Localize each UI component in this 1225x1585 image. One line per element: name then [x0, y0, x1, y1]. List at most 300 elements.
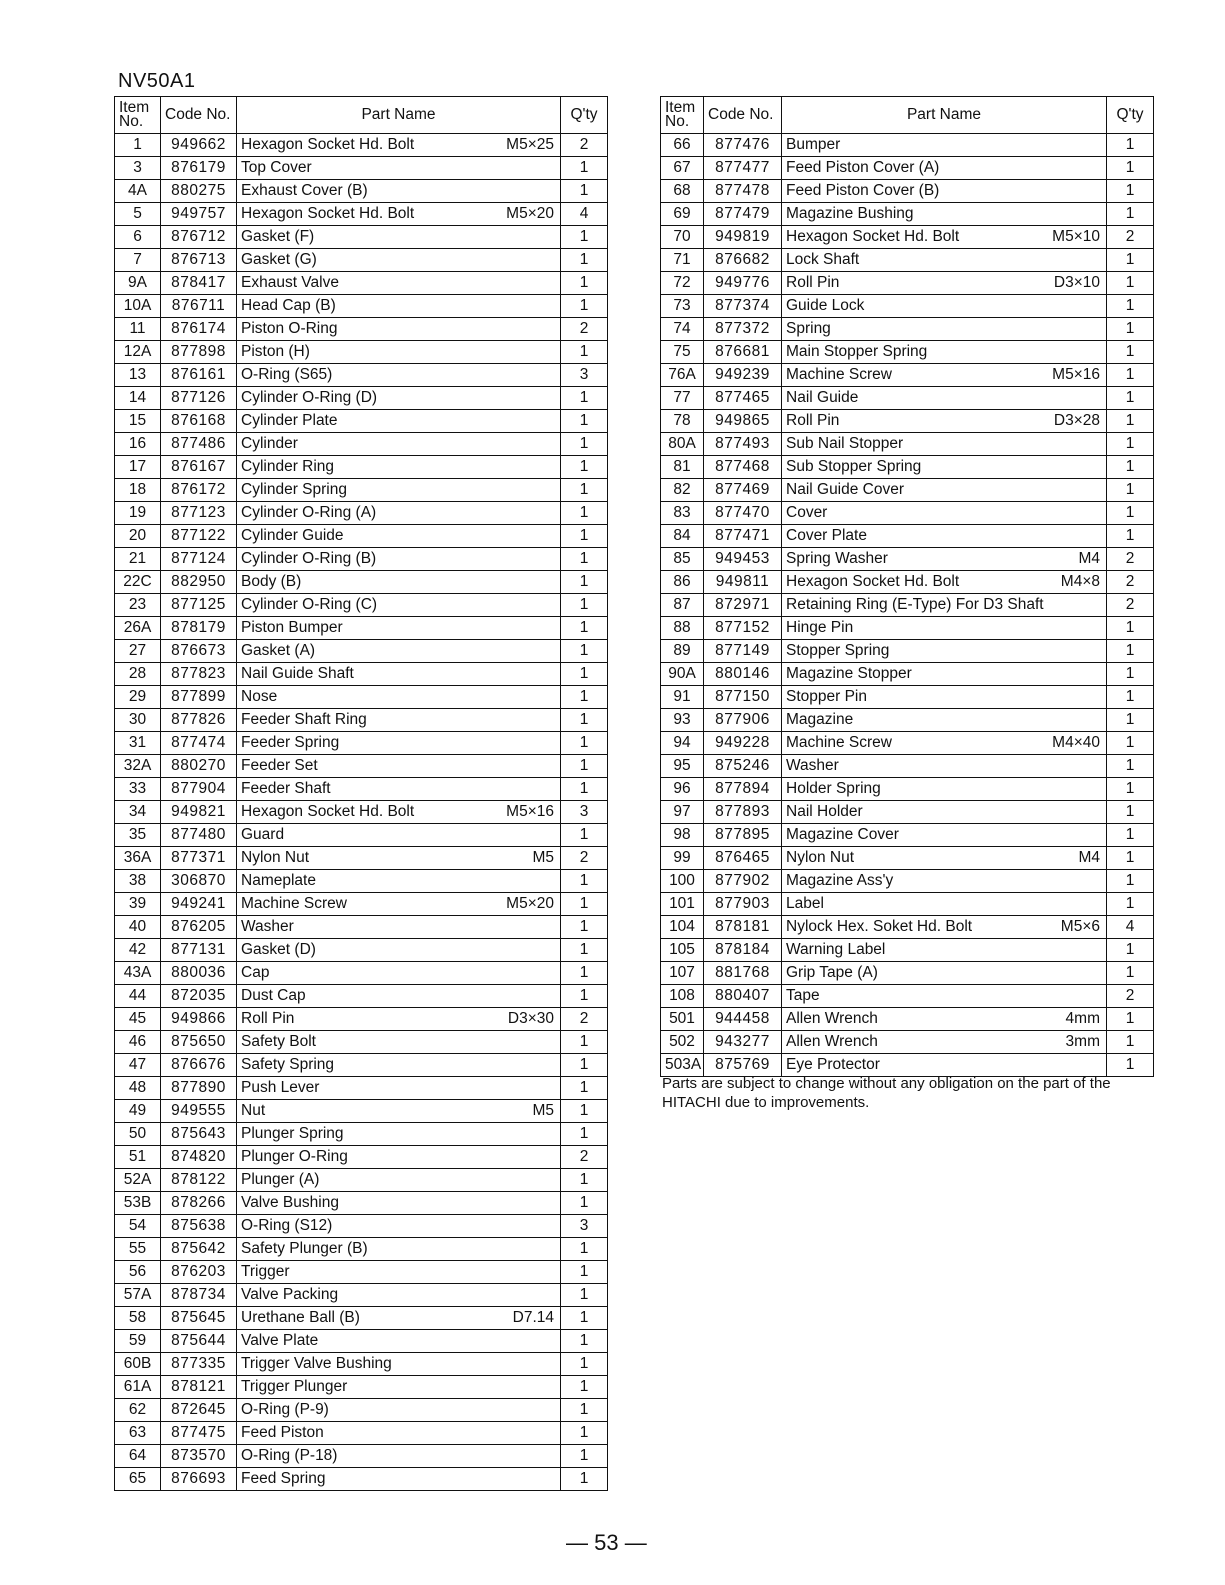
- part-name: Plunger O-Ring: [241, 1148, 348, 1166]
- table-row: [115, 1077, 608, 1100]
- qty-cell: 1: [1107, 433, 1154, 456]
- item-no-cell: 101: [661, 893, 704, 916]
- code-no-cell: 872035: [161, 985, 237, 1008]
- part-name-cell: [237, 180, 561, 203]
- code-no-cell: 949821: [161, 801, 237, 824]
- code-no-cell: 877122: [161, 525, 237, 548]
- item-no-cell: 67: [661, 157, 704, 180]
- item-no-cell: 26A: [115, 617, 161, 640]
- part-name: Stopper Spring: [786, 642, 890, 660]
- item-no-cell: 107: [661, 962, 704, 985]
- part-name-cell: [782, 1031, 1107, 1054]
- code-no-cell: 949239: [704, 364, 782, 387]
- code-no-cell: 949757: [161, 203, 237, 226]
- code-no-cell: 877823: [161, 663, 237, 686]
- item-no-cell: 31: [115, 732, 161, 755]
- part-name: Spring Washer: [786, 550, 888, 568]
- item-no-cell: 65: [115, 1468, 161, 1491]
- table-row: [115, 295, 608, 318]
- part-name-cell: [782, 157, 1107, 180]
- table-row: [115, 203, 608, 226]
- part-name-cell: [237, 1353, 561, 1376]
- qty-cell: 1: [1107, 203, 1154, 226]
- code-no-cell: 876712: [161, 226, 237, 249]
- part-name-cell: [782, 272, 1107, 295]
- part-name-cell: [782, 801, 1107, 824]
- header-item-line2: No.: [119, 113, 144, 130]
- code-no-cell: 880275: [161, 180, 237, 203]
- item-no-cell: 50: [115, 1123, 161, 1146]
- item-no-cell: 27: [115, 640, 161, 663]
- part-name: Nut: [241, 1102, 266, 1120]
- item-no-cell: 73: [661, 295, 704, 318]
- part-name-cell: [782, 479, 1107, 502]
- part-name: Cylinder Ring: [241, 458, 335, 476]
- item-no-cell: 48: [115, 1077, 161, 1100]
- header-item-line1: Item: [119, 99, 150, 116]
- item-no-cell: 66: [661, 134, 704, 157]
- qty-cell: 1: [561, 1238, 608, 1261]
- part-name-cell: [237, 686, 561, 709]
- qty-cell: 2: [561, 1146, 608, 1169]
- code-no-cell: 875645: [161, 1307, 237, 1330]
- item-no-cell: 89: [661, 640, 704, 663]
- part-name: Tape: [786, 987, 820, 1005]
- table-row: [661, 985, 1154, 1008]
- qty-cell: 1: [1107, 939, 1154, 962]
- part-name-cell: [782, 824, 1107, 847]
- table-row: [115, 1353, 608, 1376]
- code-no-cell: 881768: [704, 962, 782, 985]
- qty-cell: 1: [1107, 318, 1154, 341]
- item-no-cell: 58: [115, 1307, 161, 1330]
- item-no-cell: 108: [661, 985, 704, 1008]
- part-name: Eye Protector: [786, 1056, 880, 1074]
- table-row: [115, 709, 608, 732]
- part-name-cell: [237, 1008, 561, 1031]
- item-no-cell: 105: [661, 939, 704, 962]
- code-no-cell: 877124: [161, 548, 237, 571]
- part-name-cell: [237, 1422, 561, 1445]
- qty-cell: 1: [1107, 295, 1154, 318]
- part-name: Hinge Pin: [786, 619, 854, 637]
- part-name-cell: [237, 387, 561, 410]
- code-no-cell: 877895: [704, 824, 782, 847]
- part-name: Lock Shaft: [786, 251, 860, 269]
- qty-cell: 1: [561, 1330, 608, 1353]
- item-no-cell: 57A: [115, 1284, 161, 1307]
- part-name: Hexagon Socket Hd. Bolt: [786, 228, 960, 246]
- qty-cell: 1: [561, 410, 608, 433]
- table-row: [661, 180, 1154, 203]
- item-no-cell: 72: [661, 272, 704, 295]
- qty-cell: 1: [561, 824, 608, 847]
- code-no-cell: 949241: [161, 893, 237, 916]
- parts-table-left-body: [115, 134, 608, 1491]
- table-row: [661, 318, 1154, 341]
- item-no-cell: 30: [115, 709, 161, 732]
- item-no-cell: 49: [115, 1100, 161, 1123]
- part-name-cell: [237, 709, 561, 732]
- qty-cell: 1: [561, 1422, 608, 1445]
- part-name-cell: [782, 295, 1107, 318]
- table-row: [661, 341, 1154, 364]
- code-no-cell: 949819: [704, 226, 782, 249]
- qty-cell: 1: [1107, 525, 1154, 548]
- part-name: Machine Screw: [241, 895, 347, 913]
- page-number: — 53 —: [566, 1530, 647, 1555]
- table-row: [661, 732, 1154, 755]
- qty-cell: 1: [561, 617, 608, 640]
- item-no-cell: 501: [661, 1008, 704, 1031]
- qty-cell: 1: [561, 295, 608, 318]
- qty-cell: 1: [1107, 847, 1154, 870]
- qty-cell: 1: [1107, 456, 1154, 479]
- code-no-cell: 949662: [161, 134, 237, 157]
- code-no-cell: 877902: [704, 870, 782, 893]
- part-name-cell: [237, 870, 561, 893]
- qty-cell: 4: [561, 203, 608, 226]
- item-no-cell: 14: [115, 387, 161, 410]
- qty-cell: 1: [561, 755, 608, 778]
- header-item-no: [661, 97, 704, 134]
- part-name: Magazine Ass'y: [786, 872, 894, 890]
- table-row: [661, 456, 1154, 479]
- code-no-cell: 876693: [161, 1468, 237, 1491]
- qty-cell: 1: [561, 157, 608, 180]
- item-no-cell: 1: [115, 134, 161, 157]
- header-qty: Q'ty: [1107, 97, 1154, 134]
- code-no-cell: 949776: [704, 272, 782, 295]
- item-no-cell: 54: [115, 1215, 161, 1238]
- table-row: [115, 939, 608, 962]
- code-no-cell: 875644: [161, 1330, 237, 1353]
- qty-cell: 1: [561, 571, 608, 594]
- part-name-cell: [782, 1008, 1107, 1031]
- item-no-cell: 17: [115, 456, 161, 479]
- qty-cell: 1: [561, 732, 608, 755]
- code-no-cell: 877475: [161, 1422, 237, 1445]
- part-name-cell: [237, 1192, 561, 1215]
- qty-cell: 1: [1107, 157, 1154, 180]
- code-no-cell: 876713: [161, 249, 237, 272]
- code-no-cell: 949866: [161, 1008, 237, 1031]
- item-no-cell: 23: [115, 594, 161, 617]
- part-name: Safety Plunger (B): [241, 1240, 368, 1258]
- item-no-cell: 61A: [115, 1376, 161, 1399]
- part-name-cell: [237, 1284, 561, 1307]
- qty-cell: 1: [1107, 732, 1154, 755]
- qty-cell: 1: [561, 709, 608, 732]
- part-name-cell: [237, 939, 561, 962]
- table-row: [115, 318, 608, 341]
- part-name: Magazine Stopper: [786, 665, 912, 683]
- part-name: Nylon Nut: [241, 849, 310, 867]
- part-name: Cylinder Plate: [241, 412, 338, 430]
- qty-cell: 1: [561, 916, 608, 939]
- table-row: [661, 663, 1154, 686]
- table-row: [115, 755, 608, 778]
- code-no-cell: 877150: [704, 686, 782, 709]
- table-row: [115, 272, 608, 295]
- part-name-cell: [237, 1307, 561, 1330]
- part-name-cell: [782, 778, 1107, 801]
- part-name-cell: [782, 433, 1107, 456]
- part-name-cell: [237, 893, 561, 916]
- part-name-cell: [782, 916, 1107, 939]
- qty-cell: 2: [1107, 985, 1154, 1008]
- part-spec: M5×6: [1060, 918, 1100, 936]
- part-name: Cover Plate: [786, 527, 867, 545]
- item-no-cell: 96: [661, 778, 704, 801]
- table-row: [115, 1307, 608, 1330]
- part-name-cell: [782, 134, 1107, 157]
- part-name: Hexagon Socket Hd. Bolt: [786, 573, 960, 591]
- code-no-cell: 877894: [704, 778, 782, 801]
- table-row: [661, 433, 1154, 456]
- part-spec: 3mm: [1065, 1033, 1100, 1051]
- part-name-cell: [237, 1330, 561, 1353]
- item-no-cell: 36A: [115, 847, 161, 870]
- qty-cell: 1: [561, 525, 608, 548]
- part-name: Valve Packing: [241, 1286, 339, 1304]
- table-row: [115, 1215, 608, 1238]
- part-name-cell: [237, 985, 561, 1008]
- part-name: Magazine Bushing: [786, 205, 914, 223]
- table-row: [661, 594, 1154, 617]
- qty-cell: 2: [561, 318, 608, 341]
- item-no-cell: 47: [115, 1054, 161, 1077]
- part-name-cell: [237, 1123, 561, 1146]
- table-row: [115, 387, 608, 410]
- table-row: [115, 1192, 608, 1215]
- part-name: Guard: [241, 826, 285, 844]
- table-row: [115, 1238, 608, 1261]
- part-name-cell: [237, 134, 561, 157]
- table-row: [115, 870, 608, 893]
- part-name-cell: [782, 548, 1107, 571]
- part-name: Piston Bumper: [241, 619, 343, 637]
- table-row: [661, 916, 1154, 939]
- part-name-cell: [782, 870, 1107, 893]
- part-name: Washer: [241, 918, 294, 936]
- part-name: Gasket (A): [241, 642, 316, 660]
- part-name: Feed Piston Cover (A): [786, 159, 940, 177]
- part-name: Main Stopper Spring: [786, 343, 928, 361]
- part-name-cell: [237, 456, 561, 479]
- part-name-cell: [237, 594, 561, 617]
- code-no-cell: 877371: [161, 847, 237, 870]
- code-no-cell: 872645: [161, 1399, 237, 1422]
- part-name: Gasket (F): [241, 228, 315, 246]
- qty-cell: 1: [1107, 180, 1154, 203]
- table-row: [115, 1054, 608, 1077]
- table-row: [661, 617, 1154, 640]
- qty-cell: 1: [561, 1284, 608, 1307]
- qty-cell: 1: [561, 1261, 608, 1284]
- part-name: Cylinder O-Ring (B): [241, 550, 377, 568]
- code-no-cell: 877893: [704, 801, 782, 824]
- part-name-cell: [237, 525, 561, 548]
- part-name-cell: [237, 663, 561, 686]
- code-no-cell: 878179: [161, 617, 237, 640]
- part-name: Hexagon Socket Hd. Bolt: [241, 136, 415, 154]
- code-no-cell: 949555: [161, 1100, 237, 1123]
- table-row: [115, 157, 608, 180]
- part-name: Cylinder O-Ring (C): [241, 596, 378, 614]
- table-row: [115, 732, 608, 755]
- qty-cell: 1: [561, 1054, 608, 1077]
- qty-cell: 1: [1107, 410, 1154, 433]
- part-name: Magazine: [786, 711, 854, 729]
- part-name: Valve Bushing: [241, 1194, 339, 1212]
- part-spec: D3×30: [507, 1010, 554, 1028]
- code-no-cell: 877474: [161, 732, 237, 755]
- item-no-cell: 60B: [115, 1353, 161, 1376]
- part-name: Nail Guide Shaft: [241, 665, 354, 683]
- table-row: [661, 870, 1154, 893]
- qty-cell: 1: [561, 548, 608, 571]
- part-name-cell: [782, 341, 1107, 364]
- part-spec: M5: [532, 1102, 554, 1120]
- part-name-cell: [237, 410, 561, 433]
- part-name-cell: [237, 1445, 561, 1468]
- model-title: NV50A1: [118, 70, 196, 92]
- qty-cell: 1: [561, 1077, 608, 1100]
- qty-cell: 1: [561, 1031, 608, 1054]
- table-row: [661, 272, 1154, 295]
- code-no-cell: 877493: [704, 433, 782, 456]
- item-no-cell: 63: [115, 1422, 161, 1445]
- item-no-cell: 42: [115, 939, 161, 962]
- part-name-cell: [782, 364, 1107, 387]
- part-name-cell: [237, 617, 561, 640]
- item-no-cell: 20: [115, 525, 161, 548]
- header-part-name: Part Name: [237, 97, 561, 134]
- item-no-cell: 32A: [115, 755, 161, 778]
- item-no-cell: 34: [115, 801, 161, 824]
- part-name: Piston O-Ring: [241, 320, 338, 338]
- qty-cell: 1: [1107, 870, 1154, 893]
- code-no-cell: 949865: [704, 410, 782, 433]
- table-row: [115, 180, 608, 203]
- code-no-cell: 943277: [704, 1031, 782, 1054]
- header-item-line2: No.: [665, 113, 690, 130]
- item-no-cell: 45: [115, 1008, 161, 1031]
- part-name: Nail Holder: [786, 803, 863, 821]
- part-name-cell: [782, 226, 1107, 249]
- item-no-cell: 62: [115, 1399, 161, 1422]
- code-no-cell: 876167: [161, 456, 237, 479]
- qty-cell: 4: [1107, 916, 1154, 939]
- table-row: [661, 295, 1154, 318]
- part-name: Safety Bolt: [241, 1033, 316, 1051]
- item-no-cell: 104: [661, 916, 704, 939]
- part-name: Nameplate: [241, 872, 316, 890]
- code-no-cell: 875769: [704, 1054, 782, 1077]
- table-header-row: [115, 97, 608, 134]
- qty-cell: 1: [561, 272, 608, 295]
- part-name: Push Lever: [241, 1079, 320, 1097]
- part-name-cell: [237, 364, 561, 387]
- code-no-cell: 877899: [161, 686, 237, 709]
- part-name: Feeder Shaft: [241, 780, 331, 798]
- table-row: [115, 640, 608, 663]
- part-name-cell: [237, 1468, 561, 1491]
- part-name: Bumper: [786, 136, 841, 154]
- part-name: Trigger Valve Bushing: [241, 1355, 392, 1373]
- item-no-cell: 5: [115, 203, 161, 226]
- item-no-cell: 76A: [661, 364, 704, 387]
- part-name: Feeder Set: [241, 757, 318, 775]
- part-name: Sub Nail Stopper: [786, 435, 904, 453]
- qty-cell: 1: [1107, 686, 1154, 709]
- qty-cell: 1: [1107, 502, 1154, 525]
- qty-cell: 1: [561, 1192, 608, 1215]
- code-no-cell: 877890: [161, 1077, 237, 1100]
- part-name: Roll Pin: [241, 1010, 295, 1028]
- code-no-cell: 877906: [704, 709, 782, 732]
- part-name-cell: [237, 1376, 561, 1399]
- table-row: [115, 686, 608, 709]
- table-row: [115, 801, 608, 824]
- part-name-cell: [237, 732, 561, 755]
- table-row: [661, 157, 1154, 180]
- code-no-cell: 877465: [704, 387, 782, 410]
- table-row: [115, 548, 608, 571]
- part-name: Top Cover: [241, 159, 312, 177]
- part-name: Cylinder O-Ring (A): [241, 504, 377, 522]
- qty-cell: 1: [1107, 824, 1154, 847]
- code-no-cell: 878122: [161, 1169, 237, 1192]
- table-row: [661, 1031, 1154, 1054]
- part-name: Nylock Hex. Soket Hd. Bolt: [786, 918, 973, 936]
- item-no-cell: 39: [115, 893, 161, 916]
- table-row: [115, 1169, 608, 1192]
- part-name-cell: [237, 801, 561, 824]
- part-name-cell: [237, 571, 561, 594]
- part-name-cell: [782, 387, 1107, 410]
- part-name-cell: [237, 1146, 561, 1169]
- qty-cell: 1: [561, 226, 608, 249]
- code-no-cell: 877123: [161, 502, 237, 525]
- table-row: [661, 387, 1154, 410]
- qty-cell: 1: [1107, 709, 1154, 732]
- table-row: [115, 1422, 608, 1445]
- item-no-cell: 81: [661, 456, 704, 479]
- qty-cell: 1: [1107, 801, 1154, 824]
- code-no-cell: 876681: [704, 341, 782, 364]
- part-spec: M5×20: [506, 895, 554, 913]
- item-no-cell: 75: [661, 341, 704, 364]
- qty-cell: 1: [561, 939, 608, 962]
- table-row: [115, 502, 608, 525]
- part-name-cell: [237, 755, 561, 778]
- part-name-cell: [237, 640, 561, 663]
- part-name-cell: [237, 203, 561, 226]
- part-name-cell: [782, 502, 1107, 525]
- item-no-cell: 94: [661, 732, 704, 755]
- part-name-cell: [237, 1077, 561, 1100]
- qty-cell: 3: [561, 364, 608, 387]
- part-name: Spring: [786, 320, 831, 338]
- qty-cell: 2: [1107, 594, 1154, 617]
- table-row: [115, 824, 608, 847]
- table-row: [115, 847, 608, 870]
- part-name: Machine Screw: [786, 734, 892, 752]
- part-name-cell: [782, 893, 1107, 916]
- part-name: Label: [786, 895, 824, 913]
